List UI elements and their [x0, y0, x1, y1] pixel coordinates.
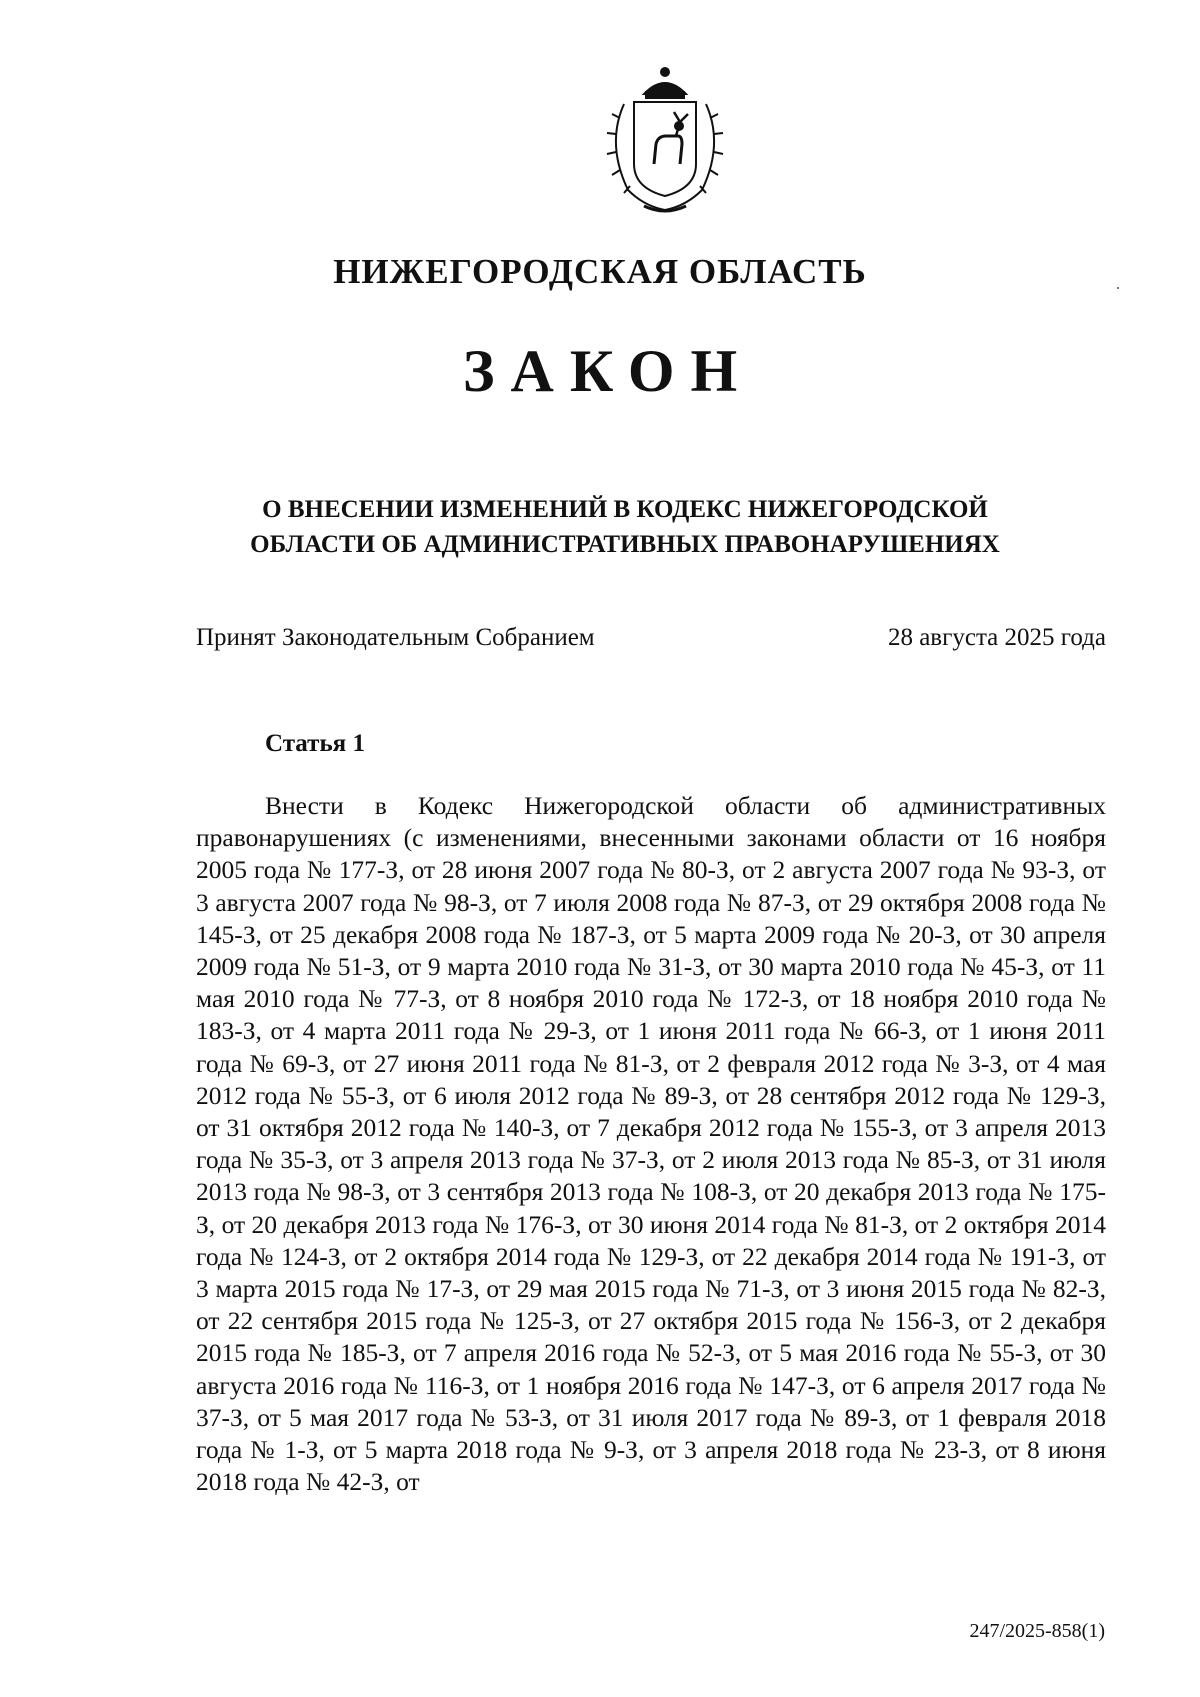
article-heading: Статья 1	[265, 730, 365, 757]
document-number: 247/2025-858(1)	[969, 1620, 1105, 1642]
law-subject-line-2: ОБЛАСТИ ОБ АДМИНИСТРАТИВНЫХ ПРАВОНАРУШЕНИЯХ	[250, 531, 1000, 558]
law-subject	[150, 492, 1100, 562]
region-title: НИЖЕГОРОДСКАЯ ОБЛАСТЬ	[333, 252, 867, 291]
article-body: Внести в Кодекс Нижегородской области об административных правонарушениях (с изменениями, внесенными законами области от 16 ноября 2005 года № 177-З, от 28 июня 2007 года № 80-З, от 2 августа 2007 года № 93-З, от 3 августа 2007 года № 98-З, от 7 июля 2008 года № 87-З, от 29 октября 2008 года № 145-З, от 25 декабря 2008 года № 187-З, от 5 марта 2009 года № 20-З, от 30 апреля 2009 года № 51-З, от 9 марта 2010 года № 31-З, от 30 марта 2010 года № 45-З, от 11 мая 2010 года № 77-З, от 8 ноября 2010 года № 172-З, от 18 ноября 2010 года № 183-З, от 4 марта 2011 года № 29-З, от 1 июня 2011 года № 66-З, от 1 июня 2011 года № 69-З, от 27 июня 2011 года № 81-З, от 2 февраля 2012 года № 3-З, от 4 мая 2012 года № 55-З, от 6 июля 2012 года № 89-З, от 28 сентября 2012 года № 129-З, от 31 октября 2012 года № 140-З, от 7 декабря 2012 года № 155-З, от 3 апреля 2013 года № 35-З, от 3 апреля 2013 года № 37-З, от 2 июля 2013 года № 85-З, от 31 июля 2013 года № 98-З, от 3 сентября 2013 года № 108-З, от 20 декабря 2013 года № 175-З, от 20 декабря 2013 года № 176-З, от 30 июня 2014 года № 81-З, от 2 октября 2014 года № 124-З, от 2 октября 2014 года № 129-З, от 22 декабря 2014 года № 191-З, от 3 марта 2015 года № 17-З, от 29 мая 2015 года № 71-З, от 3 июня 2015 года № 82-З, от 22 сентября 2015 года № 125-З, от 27 октября 2015 года № 156-З, от 2 декабря 2015 года № 185-З, от 7 апреля 2016 года № 52-З, от 5 мая 2016 года № 55-З, от 30 августа 2016 года № 116-З, от 1 ноября 2016 года № 147-З, от 6 апреля 2017 года № 37-З, от 5 мая 2017 года № 53-З, от 31 июля 2017 года № 89-З, от 1 февраля 2018 года № 1-З, от 5 марта 2018 года № 9-З, от 3 апреля 2018 года № 23-З, от 8 июня 2018 года № 42-З, от	[196, 791, 1106, 1497]
scan-artifact	[1117, 287, 1119, 289]
adoption-line	[196, 624, 1106, 652]
law-subject-line-1: О ВНЕСЕНИИ ИЗМЕНЕНИЙ В КОДЕКС НИЖЕГОРОДСКОЙ	[262, 496, 988, 523]
document-type-title: ЗАКОН	[462, 338, 754, 404]
coat-of-arms-icon	[594, 64, 736, 216]
adopted-by: Принят Законодательным Собранием	[196, 624, 595, 651]
adoption-date: 28 августа 2025 года	[887, 624, 1106, 651]
